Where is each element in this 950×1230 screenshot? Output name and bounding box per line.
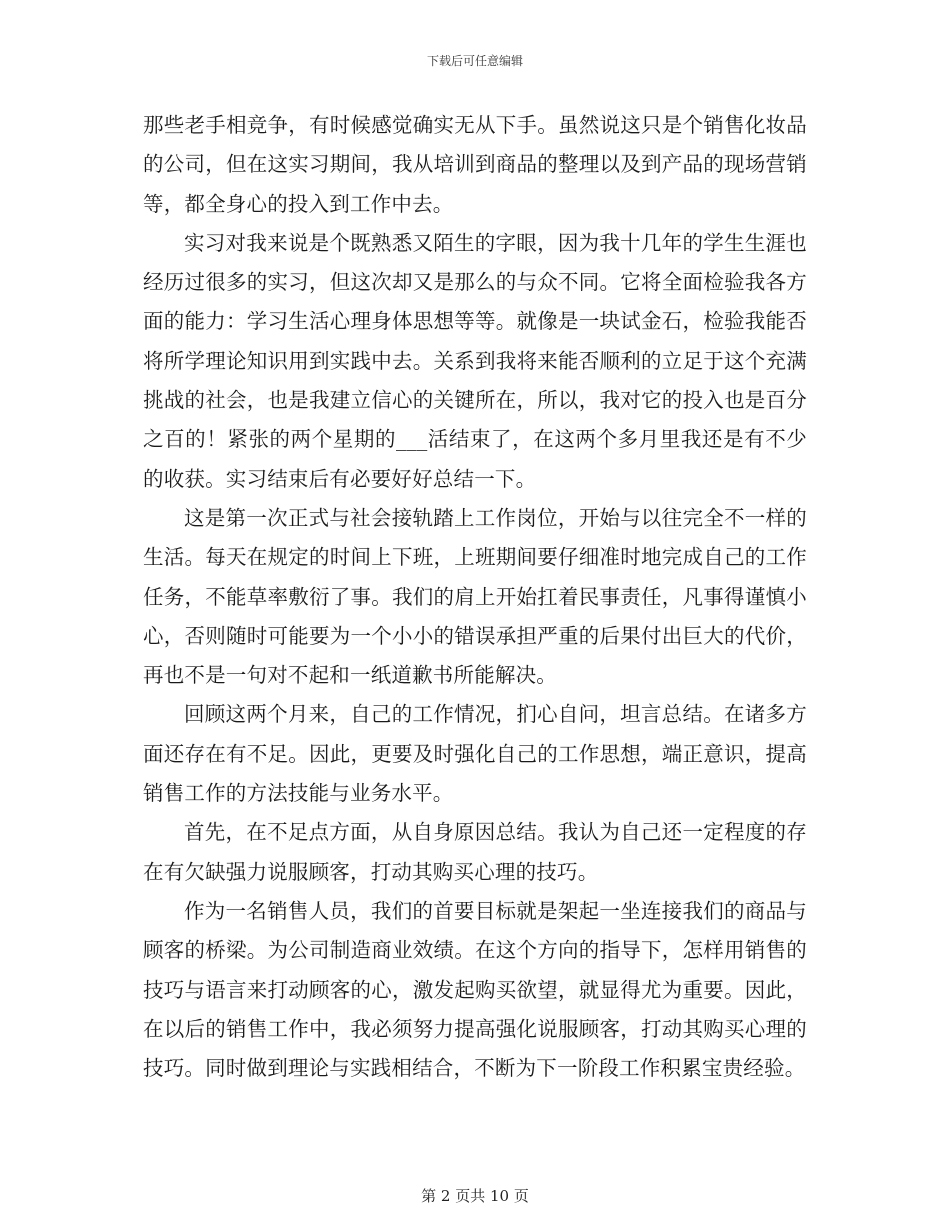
document-body	[143, 106, 807, 1088]
page-footer: 第 2 页共 10 页	[421, 1187, 529, 1205]
paragraph-5: 首先，在不足点方面，从自身原因总结。我认为自己还一定程度的存在有欠缺强力说服顾客，打动其购买心理的技巧。	[143, 820, 807, 884]
paragraph-3: 这是第一次正式与社会接轨踏上工作岗位，开始与以往完全不一样的生活。每天在规定的时间上下班，上班期间要仔细准时地完成自己的工作任务，不能草率敷衍了事。我们的肩上开始扛着民事责任，凡事得谨慎小心，否则随时可能要为一个小小的错误承担严重的后果付出巨大的代价，再也不是一句对不起和一纸道歉书所能解决。	[143, 505, 807, 688]
paragraph-6: 作为一名销售人员，我们的首要目标就是架起一坐连接我们的商品与顾客的桥梁。为公司制造商业效绩。在这个方向的指导下，怎样用销售的技巧与语言来打动顾客的心，激发起购买欲望，就显得尤为重要。因此，在以后的销售工作中，我必须努力提高强化说服顾客，打动其购买心理的技巧。同时做到理论与实践相结合，不断为下一阶段工作积累宝贵经验。	[143, 898, 807, 1081]
paragraph-1: 那些老手相竞争，有时候感觉确实无从下手。虽然说这只是个销售化妆品的公司，但在这实习期间，我从培训到商品的整理以及到产品的现场营销等，都全身心的投入到工作中去。	[143, 113, 807, 216]
paragraph-4: 回顾这两个月来，自己的工作情况，扪心自问，坦言总结。在诸多方面还存在有不足。因此，更要及时强化自己的工作思想，端正意识，提高销售工作的方法技能与业务水平。	[143, 702, 807, 806]
page-header: 下载后可任意编辑	[426, 54, 523, 68]
paragraph-2: 实习对我来说是个既熟悉又陌生的字眼，因为我十几年的学生生涯也经历过很多的实习，但这次却又是那么的与众不同。它将全面检验我各方面的能力：学习生活心理身体思想等等。就像是一块试金石，检验我能否将所学理论知识用到实践中去。关系到我将来能否顺利的立足于这个充满挑战的社会，也是我建立信心的关键所在，所以，我对它的投入也是百分之百的！紧张的两个星期的___活结束了，在这两个多月里我还是有不少的收获。实习结束后有必要好好总结一下。	[143, 230, 807, 491]
